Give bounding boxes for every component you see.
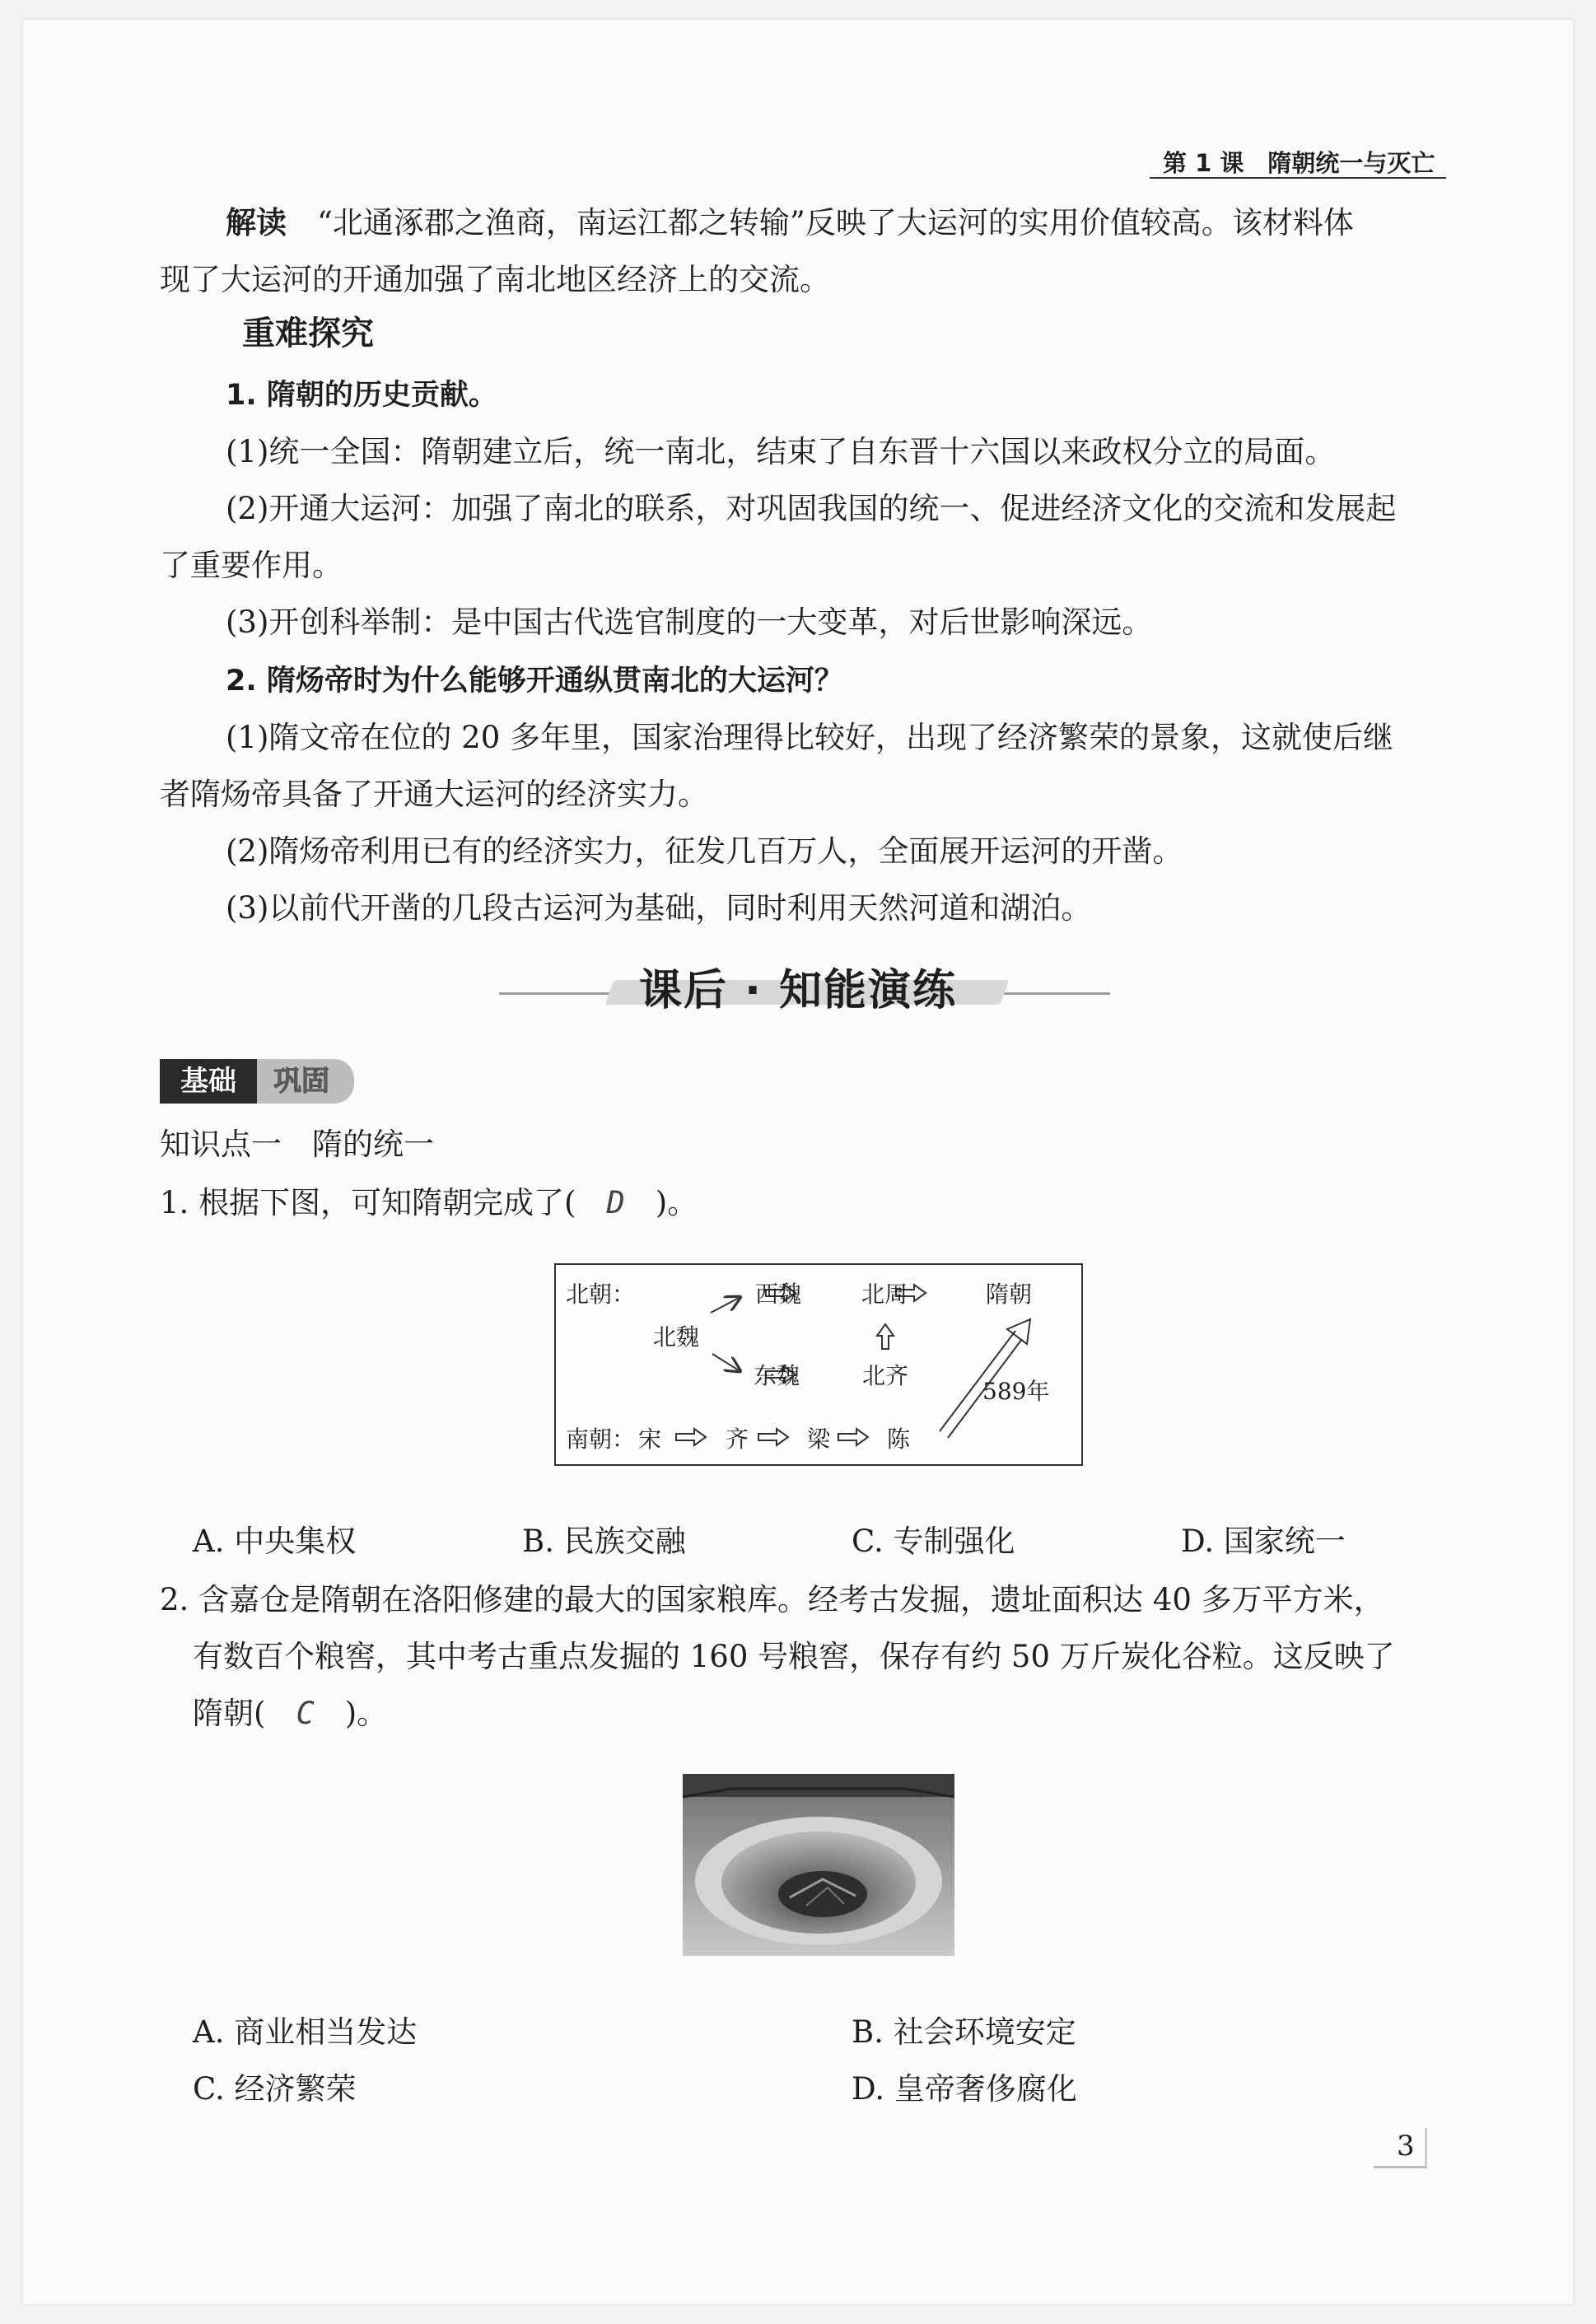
arrow-beiqi-beizhou [877,1324,894,1349]
page-number: 3 [1397,2130,1415,2163]
intro-line-1 [226,207,1354,240]
q2-stem [193,1697,387,1730]
grain-pit-photo [683,1774,954,1956]
song: 宋 [638,1426,662,1453]
q1-title: 1. 隋朝的历史贡献。 [226,379,497,412]
beiwei: 北魏 [653,1323,700,1351]
arrow-beiwei-dongwei [712,1354,739,1370]
beiqi: 北齐 [862,1362,909,1389]
page [23,20,1573,2304]
jichu-gonggu-tag [160,1059,354,1104]
q1-item-2: (2)开通大运河：加强了南北的联系，对巩固我国的统一、促进经济文化的交流和发展起 [226,491,1397,526]
dongwei: 东魏 [754,1362,800,1389]
q1-option-d[interactable]: D. 国家统一 [1181,1524,1346,1559]
intro-line-2: 现了大运河的开通加强了南北地区经济上的交流。 [160,262,830,297]
q2-title: 2. 隋炀帝时为什么能够开通纵贯南北的大运河？ [226,665,843,698]
knowledge-point-1: 知识点一 隋的统一 [160,1127,434,1162]
q1-answer: D [606,1185,625,1220]
q1-option-c[interactable]: C. 专制强化 [852,1524,1015,1559]
q2-option-a[interactable]: A. 商业相当发达 [193,2014,418,2050]
intro-label: 解读 [226,205,287,240]
q2-stem-post: )。 [344,1696,388,1731]
year-589: 589年 [982,1378,1050,1405]
q1-stem-post: )。 [655,1185,698,1220]
beizhou: 北周 [861,1281,908,1308]
chen: 陈 [887,1426,911,1453]
q1-stem-pre: 1. 根据下图，可知隋朝完成了( [160,1185,576,1220]
q2-option-b[interactable]: B. 社会环境安定 [852,2014,1076,2050]
header-rule [1150,177,1446,179]
tag-b: 巩固 [249,1059,354,1104]
q2-item-1-cont: 者隋炀帝具备了开通大运河的经济实力。 [160,777,708,812]
q1-item-1: (1)统一全国：隋朝建立后，统一南北，结束了自东晋十六国以来政权分立的局面。 [226,434,1336,469]
suichao: 隋朝 [986,1281,1033,1308]
section-rule-left [499,992,621,995]
section-title: 课后 · 知能演练 [639,966,957,1015]
arrow-qi-liang [758,1429,788,1445]
q1-item-2-cont: 了重要作用。 [160,548,343,583]
q2-stem-pre: 隋朝( [193,1696,266,1731]
dynasty-diagram [554,1263,1083,1466]
q1-stem [160,1187,698,1220]
liang: 梁 [807,1426,831,1453]
arrow-beiwei-xiwei [711,1298,739,1313]
q2-option-d[interactable]: D. 皇帝奢侈腐化 [852,2071,1077,2107]
q2-option-c[interactable]: C. 经济繁荣 [193,2071,357,2107]
arrow-song-qi [676,1429,706,1445]
xiwei: 西魏 [755,1281,802,1308]
intro-text-1: “北通涿郡之渔商，南运江都之转输”反映了大运河的实用价值较高。该材料体 [317,205,1354,240]
south-label: 南朝： [566,1426,636,1453]
lesson-header: 第 1 课 隋朝统一与灭亡 [1163,149,1435,177]
q2-line-1: 2. 含嘉仓是隋朝在洛阳修建的最大的国家粮库。经考古发掘，遗址面积达 40 多万平方米， [160,1582,1384,1617]
q2-line-2: 有数百个粮窖，其中考古重点发掘的 160 号粮窖，保存有约 50 万斤炭化谷粒。这反映了 [193,1639,1395,1674]
section-rule-right [996,992,1110,995]
q1-item-3: (3)开创科举制：是中国古代选官制度的一大变革，对后世影响深远。 [226,604,1153,640]
tag-a: 基础 [160,1059,257,1104]
north-label: 北朝： [566,1281,636,1308]
q1-option-b[interactable]: B. 民族交融 [522,1524,686,1559]
q2-item-3: (3)以前代开凿的几段古运河为基础，同时利用天然河道和湖泊。 [226,890,1092,926]
arrow-liang-chen [838,1429,868,1445]
q2-item-2: (2)隋炀帝利用已有的经济实力，征发几百万人，全面展开运河的开凿。 [226,833,1183,869]
q2-item-1: (1)隋文帝在位的 20 多年里，国家治理得比较好，出现了经济繁荣的景象，这就使后继 [226,720,1394,755]
q1-option-a[interactable]: A. 中央集权 [193,1524,357,1559]
zhongnan-heading: 重难探究 [242,315,374,352]
qi: 齐 [726,1426,749,1453]
q2-answer: C [296,1696,315,1731]
